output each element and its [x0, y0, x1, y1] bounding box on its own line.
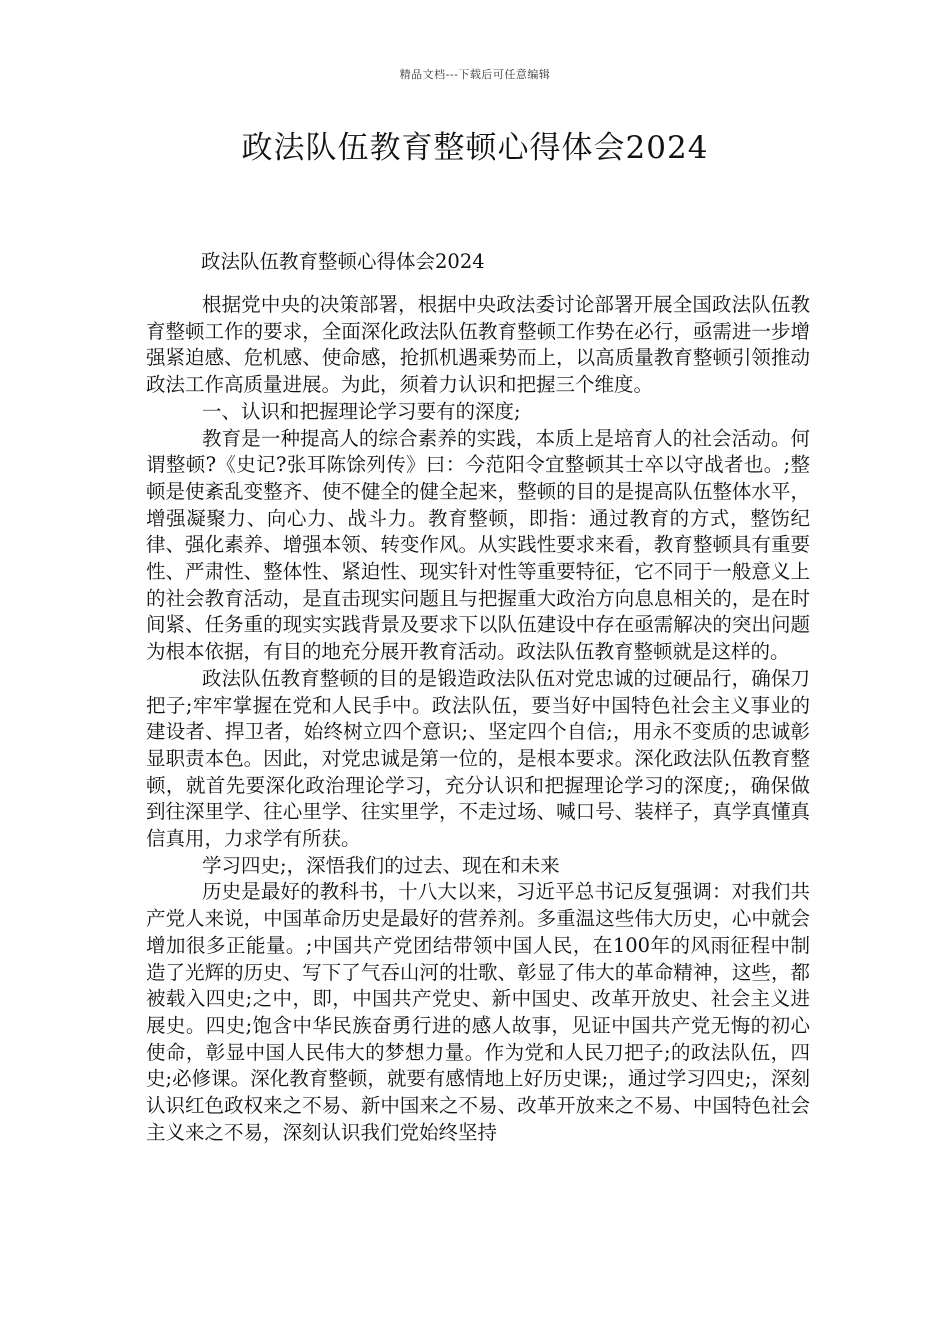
document-title: 政法队伍教育整顿心得体会2024	[241, 130, 709, 166]
document-body	[146, 292, 810, 1147]
paragraph-intro: 根据党中央的决策部署，根据中央政法委讨论部署开展全国政法队伍教育整顿工作的要求，全面深化政法队伍教育整顿工作势在必行，亟需进一步增强紧迫感、危机感、使命感，抢抓机遇乘势而上，以高质量教育整顿引领推动政法工作高质量进展。为此，须着力认识和把握三个维度。	[146, 293, 810, 397]
paragraph-loyalty: 政法队伍教育整顿的目的是锻造政法队伍对党忠诚的过硬品行，确保刀把子;牢牢掌握在党和人民手中。政法队伍，要当好中国特色社会主义事业的建设者、捍卫者，始终树立四个意识;、坚定四个自信;，用永不变质的忠诚彰显职责本色。因此，对党忠诚是第一位的，是根本要求。深化政法队伍教育整顿，就首先要深化政治理论学习，充分认识和把握理论学习的深度;，确保做到往深里学、往心里学、往实里学，不走过场、喊口号、装样子，真学真懂真信真用，力求学有所获。	[146, 666, 810, 851]
section-heading-1: 一、认识和把握理论学习要有的深度;	[202, 399, 521, 423]
paragraph-education: 教育是一种提高人的综合素养的实践，本质上是培育人的社会活动。何谓整顿?《史记?张耳陈馀列传》曰：今范阳令宜整顿其士卒以守战者也。;整顿是使紊乱变整齐、使不健全的健全起来，整顿的目的是提高队伍整体水平，增强凝聚力、向心力、战斗力。教育整顿，即指：通过教育的方式，整饬纪律、强化素养、增强本领、转变作风。从实践性要求来看，教育整顿具有重要性、严肃性、整体性、紧迫性、现实针对性等重要特征，它不同于一般意义上的社会教育活动，是直击现实问题且与把握重大政治方向息息相关的，是在时间紧、任务重的现实实践背景及要求下以队伍建设中存在亟需解决的突出问题为根本依据，有目的地充分展开教育活动。政法队伍教育整顿就是这样的。	[146, 426, 810, 664]
header-note: 精品文档---下载后可任意编辑	[399, 68, 551, 81]
document-subtitle: 政法队伍教育整顿心得体会2024	[201, 250, 485, 273]
subheading-four-histories: 学习四史;，深悟我们的过去、现在和未来	[202, 853, 560, 877]
paragraph-history: 历史是最好的教科书，十八大以来，习近平总书记反复强调：对我们共产党人来说，中国革命历史是最好的营养剂。多重温这些伟大历史，心中就会增加很多正能量。;中国共产党团结带领中国人民，在100年的风雨征程中制造了光辉的历史、写下了气吞山河的壮歌、彰显了伟大的革命精神，这些，都被载入四史;之中，即，中国共产党史、新中国史、改革开放史、社会主义进展史。四史;饱含中华民族奋勇行进的感人故事，见证中国共产党无悔的初心使命，彰显中国人民伟大的梦想力量。作为党和人民刀把子;的政法队伍，四史;必修课。深化教育整顿，就要有感情地上好历史课;，通过学习四史;，深刻认识红色政权来之不易、新中国来之不易、改革开放来之不易、中国特色社会主义来之不易，深刻认识我们党始终坚持	[146, 880, 810, 1144]
